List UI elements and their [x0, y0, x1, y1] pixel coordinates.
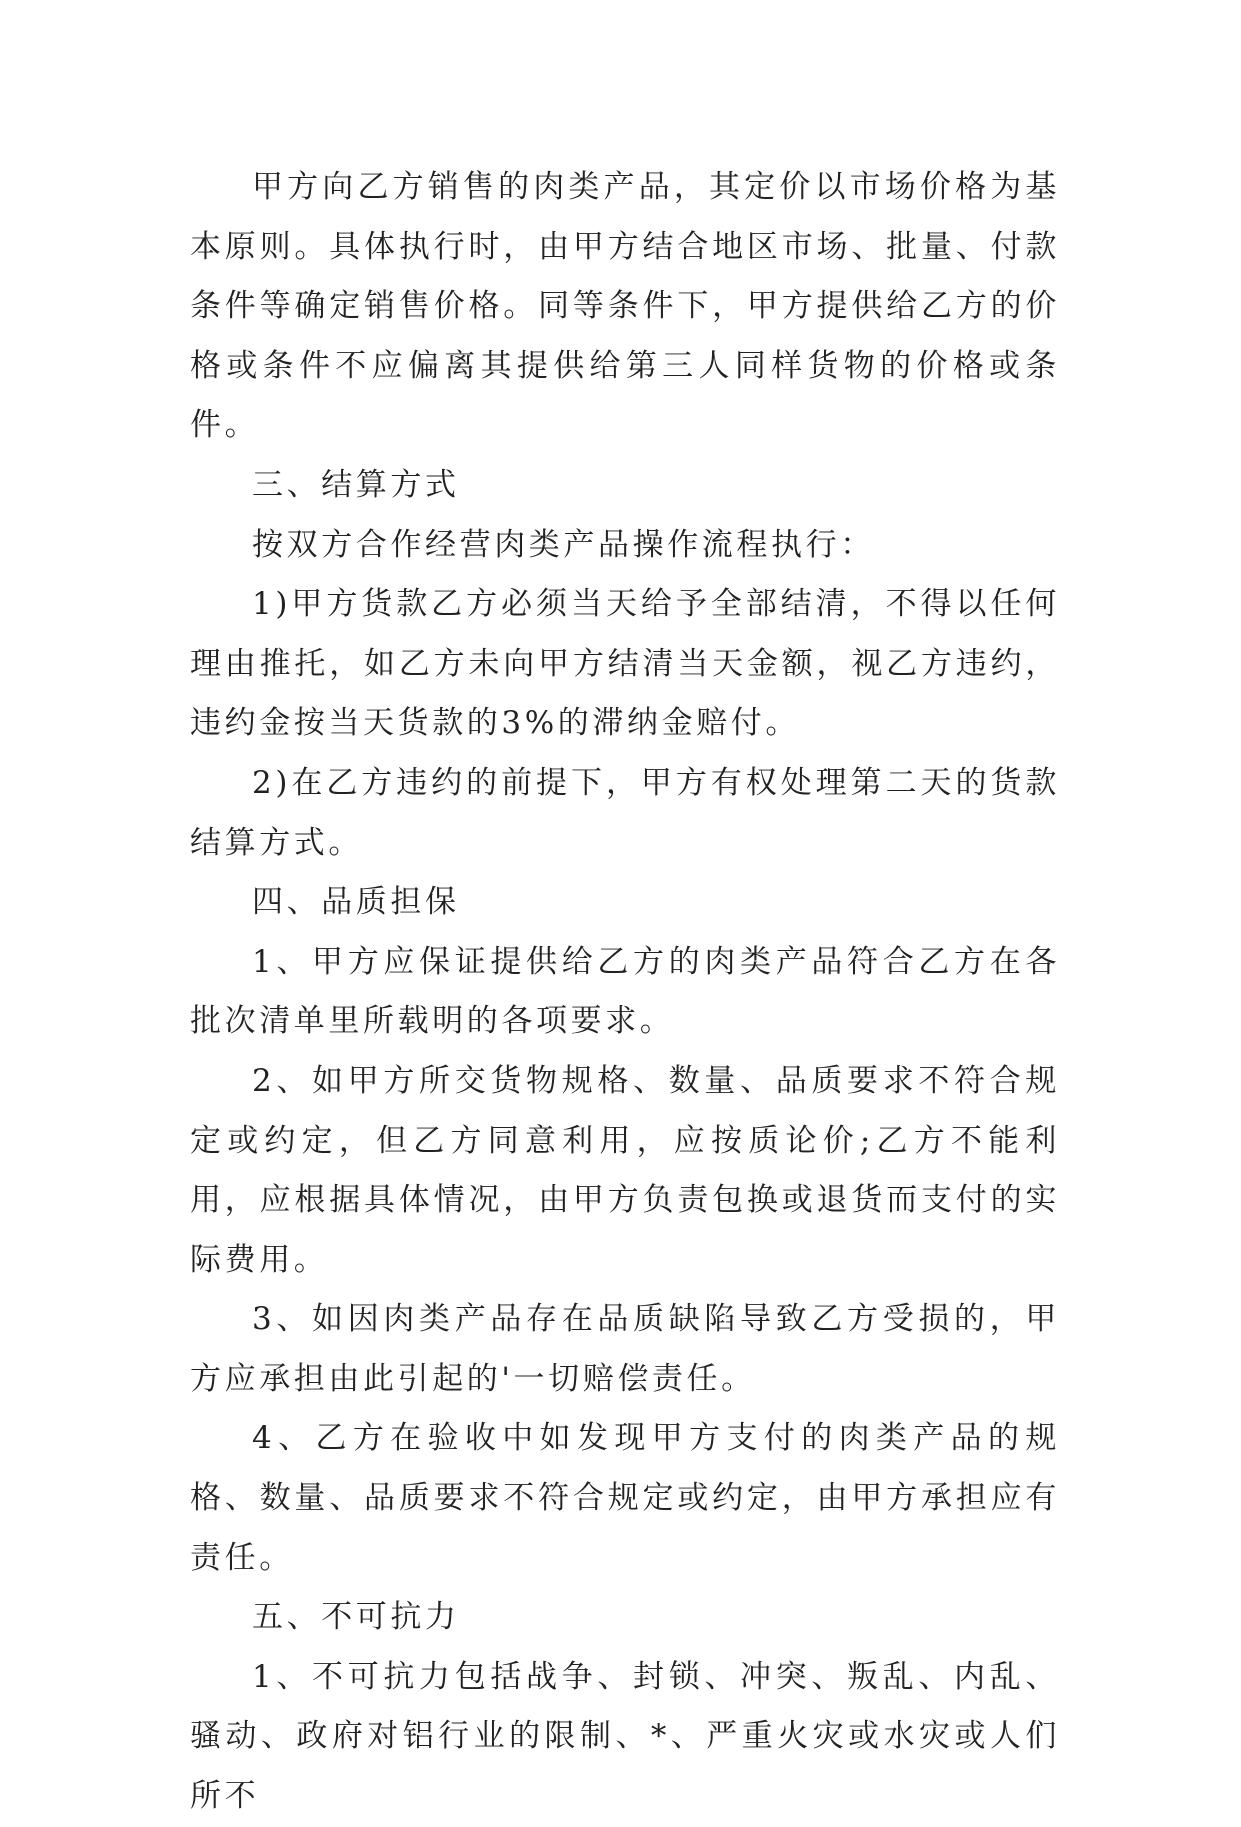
paragraph-settlement-item-1: 1)甲方货款乙方必须当天给予全部结清，不得以任何理由推托，如乙方未向甲方结清当天金额，视乙方违约，违约金按当天货款的3%的滞纳金赔付。	[190, 586, 1060, 742]
paragraph-pricing: 甲方向乙方销售的肉类产品，其定价以市场价格为基本原则。具体执行时，由甲方结合地区市场、批量、付款条件等确定销售价格。同等条件下，甲方提供给乙方的价格或条件不应偏离其提供给第三人同样货物的价格或条件。	[190, 169, 1060, 444]
paragraph-quality-item-3: 3、如因肉类产品存在品质缺陷导致乙方受损的，甲方应承担由此引起的'一切赔偿责任。	[190, 1301, 1060, 1397]
paragraph-quality-item-2: 2、如甲方所交货物规格、数量、品质要求不符合规定或约定，但乙方同意利用，应按质论价;乙方不能利用，应根据具体情况，由甲方负责包换或退货而支付的实际费用。	[190, 1062, 1060, 1278]
heading-force-majeure: 五、不可抗力	[252, 1599, 460, 1636]
heading-settlement-method: 三、结算方式	[252, 466, 460, 503]
paragraph-force-majeure-item-1: 1、不可抗力包括战争、封锁、冲突、叛乱、内乱、骚动、政府对铝行业的限制、*、严重火灾或水灾或人们所不	[190, 1658, 1060, 1815]
paragraph-quality-item-4: 4、乙方在验收中如发现甲方支付的肉类产品的规格、数量、品质要求不符合规定或约定，由甲方承担应有责任。	[190, 1420, 1060, 1576]
heading-quality-guarantee: 四、品质担保	[252, 884, 460, 921]
paragraph-quality-item-1: 1、甲方应保证提供给乙方的肉类产品符合乙方在各批次清单里所载明的各项要求。	[190, 943, 1060, 1040]
paragraph-settlement-intro: 按双方合作经营肉类产品操作流程执行：	[252, 526, 875, 563]
paragraph-settlement-item-2: 2)在乙方违约的前提下，甲方有权处理第二天的货款结算方式。	[190, 764, 1060, 861]
document-body	[190, 158, 1060, 1827]
